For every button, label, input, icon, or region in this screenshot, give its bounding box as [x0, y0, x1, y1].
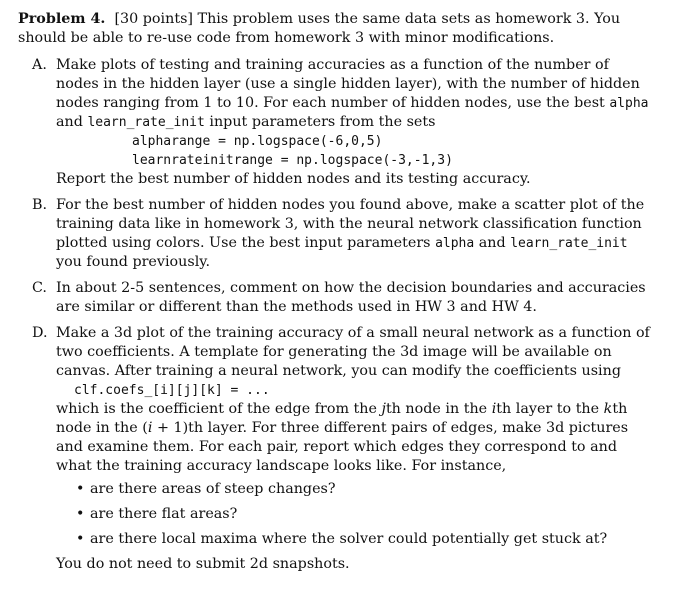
part-a-text: Make plots of testing and training accuracies as a function of the number of nodes in the hidden layer (use a single hidden layer), with the number of hidden nodes ranging from 1 to 10. For each number of hidden nodes, use the best alpha and learn_rate_init input parameters from the sets — [56, 57, 649, 130]
problem-title: Problem 4. — [18, 11, 106, 27]
problem-points: [30 points] — [114, 11, 193, 27]
code-learn-rate-init: learn_rate_init — [510, 236, 628, 251]
bullet-icon: • — [76, 531, 85, 547]
code-learn-rate-init: learn_rate_init — [87, 115, 205, 130]
part-c — [18, 279, 654, 317]
bullet-icon: • — [76, 506, 85, 522]
part-b — [18, 196, 654, 272]
list-item: • are there local maxima where the solver could potentially get stuck at? — [76, 531, 608, 547]
problem-intro — [18, 10, 654, 48]
list-item: • are there areas of steep changes? — [76, 481, 336, 497]
part-d-text: Make a 3d plot of the training accuracy of a small neural network as a function of two coefficients. A template for generating the 3d image will be available on canvas. After training a neural network, you can modify the coefficients using — [56, 325, 650, 379]
part-a-report: Report the best number of hidden nodes and its testing accuracy. — [56, 171, 531, 187]
part-d-bullets — [56, 480, 654, 549]
part-d — [18, 324, 654, 574]
list-item: • are there flat areas? — [76, 506, 238, 522]
part-d-label: D. — [32, 325, 48, 341]
part-d-explanation: which is the coefficient of the edge from the jth node in the ith layer to the kth node in the (i + 1)th layer. For three different pairs of edges, make 3d pictures and examine them. For each pair, report which edges they correspond to and what the training accuracy landscape looks like. For instance, — [56, 401, 629, 474]
part-b-label: B. — [32, 197, 48, 213]
part-d-footer: You do not need to submit 2d snapshots. — [56, 556, 350, 572]
code-clf-coefs: clf.coefs_[i][j][k] = ... — [74, 383, 270, 398]
part-c-text: In about 2-5 sentences, comment on how the decision boundaries and accuracies are similar or different than the methods used in HW 3 and HW 4. — [56, 280, 646, 315]
code-alpharange: alpharange = np.logspace(-6,0,5) — [132, 134, 383, 149]
part-b-text: For the best number of hidden nodes you found above, make a scatter plot of the training data like in homework 3, with the neural network classification function plotted using colors. Use the best input parameters alpha and learn_rate_init you found previously. — [56, 197, 645, 270]
part-c-label: C. — [32, 280, 47, 296]
part-a — [18, 56, 654, 189]
part-a-label: A. — [32, 57, 47, 73]
code-learnrateinitrange: learnrateinitrange = np.logspace(-3,-1,3) — [132, 153, 453, 168]
problem-intro-text: This problem uses the same data sets as homework 3. You should be able to re-use code from homework 3 with minor modifications. — [18, 11, 621, 46]
code-alpha: alpha — [609, 96, 649, 111]
bullet-icon: • — [76, 481, 85, 497]
code-alpha: alpha — [435, 236, 475, 251]
